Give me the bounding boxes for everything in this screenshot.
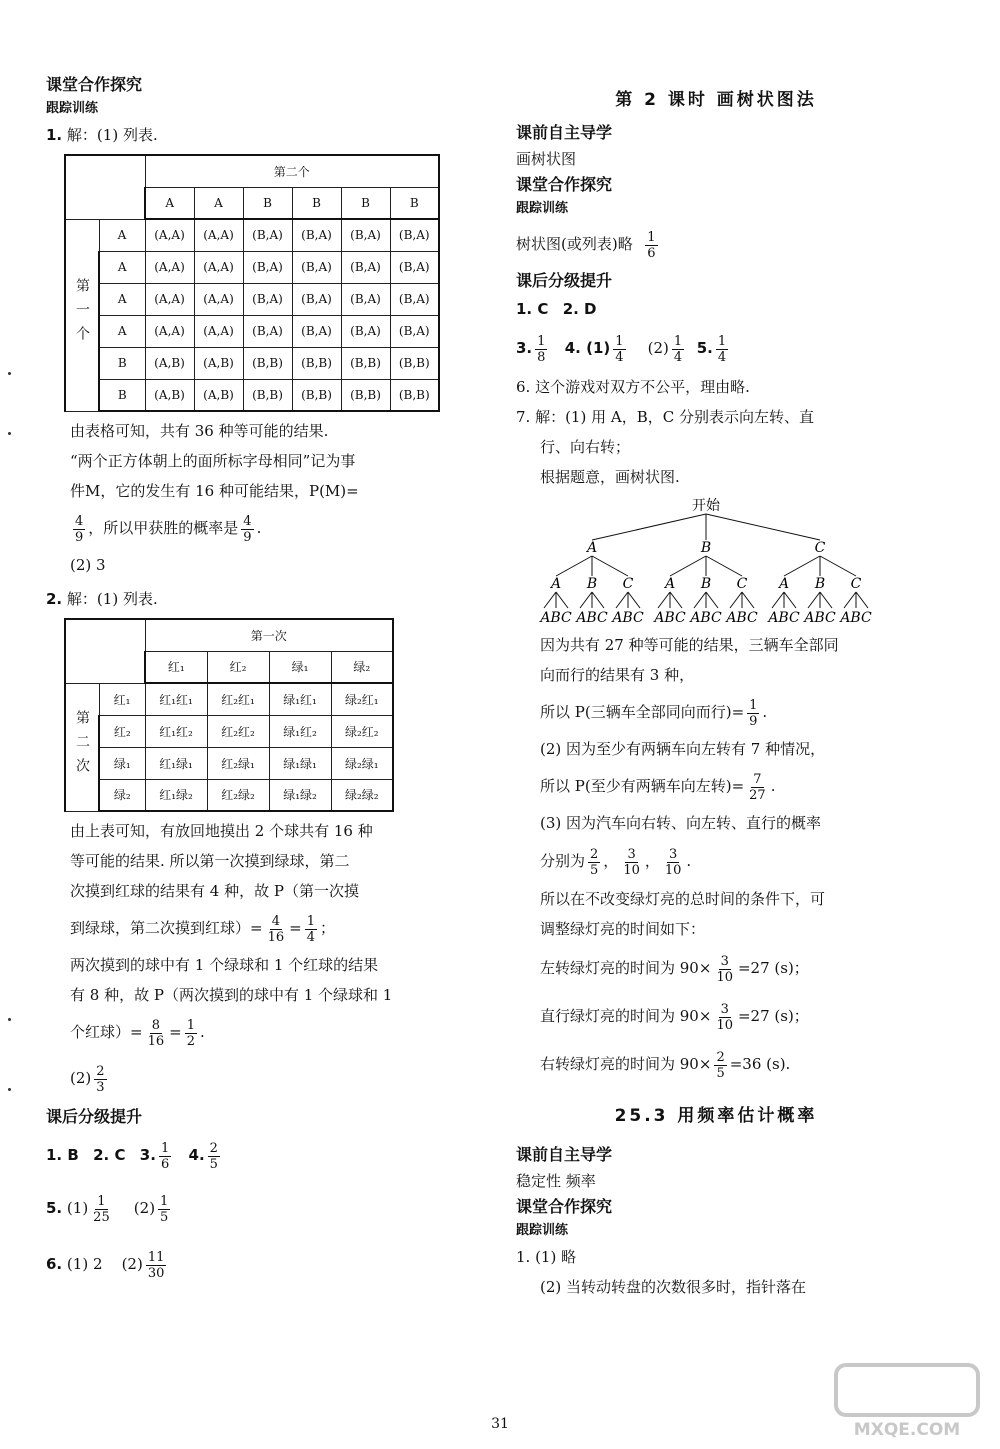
section-heading: 课堂合作探究	[516, 1197, 613, 1216]
table1-cell: (A,A)	[194, 219, 243, 251]
tree-branch	[856, 592, 868, 608]
tree-branch	[592, 556, 628, 576]
table1-cell: (A,B)	[145, 347, 194, 379]
tree-leaf: ABC	[726, 610, 758, 626]
subsection-heading: 跟踪训练	[516, 1223, 569, 1238]
table2-cell: 绿₂红₁	[331, 683, 393, 715]
table-row	[65, 683, 393, 715]
table1-cell: (B,A)	[341, 219, 390, 251]
q2-line-1: 由上表可知，有放回地摸出 2 个球共有 16 种	[70, 822, 373, 840]
answer-7-line-15: 右转绿灯亮的时间为 90× $\frac{2}{5}$ =36 (s).	[540, 1049, 791, 1081]
answers-1-4: 1. B 2. C 3. $\frac{1}{6}$ 4. $\frac{2}{5}$	[46, 1140, 218, 1172]
tree-branch	[784, 592, 796, 608]
tree-node: A	[664, 576, 676, 592]
outcome-table-2	[64, 618, 394, 812]
table1-cell: (B,B)	[292, 379, 341, 411]
q1-line-4: $\frac{4}{9}$ ，所以甲获胜的概率是 $\frac{4}{9}$ .	[75, 513, 262, 545]
tree-node: C	[850, 576, 862, 592]
table1-cell: (A,B)	[194, 347, 243, 379]
tree-branch	[808, 592, 820, 608]
answer-7-line-4: 因为共有 27 种等可能的结果，三辆车全部同	[540, 636, 839, 654]
table1-col-label: B	[292, 187, 341, 219]
lesson-title: 第 2 课时 画树状图法	[615, 90, 817, 110]
scan-mark	[8, 1018, 11, 1021]
tree-node: B	[700, 576, 712, 592]
tree-node: C	[736, 576, 748, 592]
fraction: $\frac{2}{5}$	[209, 1140, 218, 1172]
tree-branch	[556, 592, 568, 608]
answer-7: 7. 解：(1) 用 A，B，C 分别表示向左转、直	[516, 408, 814, 426]
table1-cell: (B,A)	[243, 251, 292, 283]
answer-7-line-9: (3) 因为汽车向右转、向左转、直行的概率	[540, 814, 822, 832]
tree-branch	[784, 556, 820, 576]
table1-cell: (B,A)	[390, 315, 439, 347]
q2-number: 2.	[46, 590, 63, 608]
table2-cell: 红₁红₂	[145, 715, 207, 747]
table-row	[65, 315, 439, 347]
tree-branch	[592, 514, 706, 540]
tree-leaf: ABC	[840, 610, 872, 626]
q2-intro-text: 解：(1) 列表.	[66, 590, 158, 608]
table1-cell: (A,A)	[194, 315, 243, 347]
tree-branch	[820, 592, 832, 608]
tree-branch	[742, 592, 754, 608]
table2-col-label: 绿₂	[331, 651, 393, 683]
section-heading: 课堂合作探究	[516, 175, 613, 194]
fraction: $\frac{1}{6}$	[647, 229, 656, 261]
section-heading: 课堂合作探究	[46, 75, 143, 94]
fraction: $\frac{1}{6}$	[160, 1140, 170, 1172]
table1-row-label: B	[99, 379, 145, 411]
table1-cell: (B,B)	[341, 379, 390, 411]
right-column	[516, 86, 916, 1302]
fraction: $\frac{1}{25}$	[93, 1193, 110, 1225]
q2-line-2: 等可能的结果. 所以第一次摸到绿球，第二	[70, 852, 350, 870]
q1-number: 1.	[46, 126, 63, 144]
q1-line-1: 由表格可知，共有 36 种等可能的结果.	[70, 422, 329, 440]
table2-cell: 绿₂红₂	[331, 715, 393, 747]
tree-node: B	[586, 576, 598, 592]
table1-corner	[65, 155, 145, 219]
table2-cell: 绿₂绿₁	[331, 747, 393, 779]
tree-leaf: ABC	[540, 610, 572, 626]
table1-cell: (B,A)	[390, 251, 439, 283]
table1-cell: (B,A)	[341, 315, 390, 347]
table1-cell: (B,A)	[292, 315, 341, 347]
answer-line: 稳定性 频率	[516, 1172, 596, 1190]
table1-row-header	[65, 219, 99, 411]
table1-cell: (A,A)	[145, 283, 194, 315]
table1-col-label: B	[390, 187, 439, 219]
table1-row-label: A	[99, 219, 145, 251]
table2-col-label: 绿₁	[269, 651, 331, 683]
answers-1-2: 1. C 2. D	[516, 300, 597, 318]
tree-branch	[580, 592, 592, 608]
q2-line-6: 有 8 种，故 P（两次摸到的球中有 1 个绿球和 1	[70, 986, 393, 1004]
tree-branch	[706, 556, 742, 576]
table-row	[65, 283, 439, 315]
table2-col-label: 红₁	[145, 651, 207, 683]
tree-node: A	[778, 576, 790, 592]
answer-7-line-12: 调整绿灯亮的时间如下：	[540, 920, 706, 938]
page-number: 31	[491, 1416, 509, 1432]
tree-node: C	[622, 576, 634, 592]
table1-row-label: A	[99, 251, 145, 283]
outcome-table-1	[64, 154, 440, 412]
answer-7-line-7: (2) 因为至少有两辆车向左转有 7 种情况，	[540, 740, 826, 758]
tree-branch	[658, 592, 670, 608]
table2-row-label: 绿₂	[99, 779, 145, 811]
table2-cell: 绿₁红₂	[269, 715, 331, 747]
table1-cell: (B,A)	[341, 283, 390, 315]
answer-7-line-14: 直行绿灯亮的时间为 90× $\frac{3}{10}$ =27 (s)；	[540, 1001, 809, 1033]
fraction: $\frac{3}{10}$	[716, 1001, 733, 1033]
table-row	[65, 715, 393, 747]
fraction: $\frac{11}{30}$	[147, 1249, 165, 1281]
tree-leaf: ABC	[576, 610, 608, 626]
answer-line: 树状图(或列表)略 $\frac{1}{6}$	[516, 229, 656, 261]
watermark-logo	[832, 1359, 982, 1441]
table1-cell: (B,B)	[390, 347, 439, 379]
tree-node: C	[814, 540, 826, 556]
scan-mark	[8, 372, 11, 375]
q2-intro	[46, 584, 446, 614]
section-heading: 课前自主导学	[516, 1145, 613, 1164]
q2-line-3: 次摸到红球的结果有 4 种，故 P（第一次摸	[70, 882, 359, 900]
answer-7-line-5: 向而行的结果有 3 种，	[540, 666, 695, 684]
tree-branch	[844, 592, 856, 608]
table-row	[65, 747, 393, 779]
answer-7-line-6: 所以 P(三辆车全部同向而行)= $\frac{1}{9}$ .	[540, 697, 768, 729]
table1-col-label: A	[194, 187, 243, 219]
fraction: $\frac{1}{8}$	[537, 333, 546, 365]
tree-branch	[694, 592, 706, 608]
table2-row-label: 红₁	[99, 683, 145, 715]
table1-cell: (B,B)	[292, 347, 341, 379]
fraction: $\frac{7}{27}$	[749, 771, 766, 803]
q2-part-2: (2) $\frac{2}{3}$	[70, 1063, 105, 1095]
tree-branch	[670, 556, 706, 576]
watermark-frame	[836, 1365, 978, 1415]
fraction: $\frac{1}{5}$	[160, 1193, 169, 1225]
table2-cell: 红₁红₁	[145, 683, 207, 715]
fraction: $\frac{1}{2}$	[186, 1017, 195, 1049]
tree-leaf: ABC	[612, 610, 644, 626]
answer-b1-line-2: (2) 当转动转盘的次数很多时，指针落在	[540, 1278, 807, 1296]
tree-branch	[730, 592, 742, 608]
table2-cell: 绿₂绿₂	[331, 779, 393, 811]
table1-cell: (B,A)	[292, 251, 341, 283]
section-heading-2: 课后分级提升	[46, 1107, 143, 1126]
table2-col-header: 第一次	[145, 619, 393, 651]
answer-5: 5. (1) $\frac{1}{25}$ (2) $\frac{1}{5}$	[46, 1193, 169, 1225]
answer-6: 6. 这个游戏对双方不公平，理由略.	[516, 378, 750, 396]
tree-branch	[670, 592, 682, 608]
table-row	[65, 251, 439, 283]
table2-cell: 红₂绿₁	[207, 747, 269, 779]
q1-intro	[46, 120, 446, 150]
table2-cell: 红₂红₂	[207, 715, 269, 747]
section-heading: 课后分级提升	[516, 271, 613, 290]
tree-node: B	[700, 540, 712, 556]
tree-node: B	[814, 576, 826, 592]
table1-cell: (A,A)	[145, 251, 194, 283]
table1-col-label: A	[145, 187, 194, 219]
fraction: $\frac{1}{4}$	[615, 333, 624, 365]
table1-cell: (A,A)	[145, 219, 194, 251]
table1-cell: (B,A)	[292, 283, 341, 315]
subsection-heading: 跟踪训练	[516, 201, 569, 216]
q1-line-3: 件M，它的发生有 16 种可能结果，P(M)=	[70, 482, 359, 500]
table2-col-label: 红₂	[207, 651, 269, 683]
answer-7-line-11: 所以在不改变绿灯亮的总时间的条件下，可	[540, 890, 826, 908]
table1-row-label: B	[99, 347, 145, 379]
table-row	[65, 779, 393, 811]
scan-mark	[8, 1088, 11, 1091]
answer-7-line-13: 左转绿灯亮的时间为 90× $\frac{3}{10}$ =27 (s)；	[540, 953, 809, 985]
table1-cell: (B,B)	[243, 379, 292, 411]
fraction: $\frac{3}{10}$	[623, 846, 640, 878]
table2-cell: 绿₁绿₂	[269, 779, 331, 811]
fraction: $\frac{4}{9}$	[75, 513, 84, 545]
table2-row-header	[65, 683, 99, 811]
tree-node: A	[586, 540, 598, 556]
fraction: $\frac{8}{16}$	[147, 1017, 165, 1049]
table1-cell: (B,A)	[243, 283, 292, 315]
table-row	[65, 379, 439, 411]
table2-row-header-text: 第二次	[74, 709, 90, 782]
fraction: $\frac{2}{5}$	[716, 1049, 725, 1081]
table2-cell: 红₂绿₂	[207, 779, 269, 811]
table2-corner	[65, 619, 145, 683]
q2-line-5: 两次摸到的球中有 1 个绿球和 1 个红球的结果	[70, 956, 379, 974]
table1-cell: (A,A)	[194, 283, 243, 315]
table1-col-label: B	[243, 187, 292, 219]
q1-line-2: “两个正方体朝上的面所标字母相同”记为事	[70, 452, 356, 470]
section-heading: 课前自主导学	[516, 123, 613, 142]
tree-branch	[544, 592, 556, 608]
table1-row-label: A	[99, 283, 145, 315]
table2-cell: 红₁绿₁	[145, 747, 207, 779]
table1-col-header: 第二个	[145, 155, 439, 187]
table1-col-label: B	[341, 187, 390, 219]
table2-row-label: 绿₁	[99, 747, 145, 779]
table1-cell: (B,B)	[390, 379, 439, 411]
tree-branch	[706, 592, 718, 608]
table1-cell: (B,A)	[243, 219, 292, 251]
tree-diagram	[536, 496, 876, 626]
fraction: $\frac{2}{5}$	[590, 846, 599, 878]
answer-6: 6. (1) 2 (2) $\frac{11}{30}$	[46, 1249, 165, 1281]
fraction: $\frac{4}{16}$	[267, 913, 285, 945]
watermark-text: MXQE.COM	[853, 1420, 961, 1440]
tree-node: A	[550, 576, 562, 592]
fraction: $\frac{2}{3}$	[96, 1063, 105, 1095]
subsection-heading: 跟踪训练	[46, 101, 99, 116]
tree-root: 开始	[692, 498, 720, 514]
fraction: $\frac{1}{4}$	[673, 333, 683, 365]
fraction: $\frac{4}{9}$	[243, 513, 252, 545]
table2-row-label: 红₂	[99, 715, 145, 747]
answer-7-line-10: 分别为 $\frac{2}{5}$ ， $\frac{3}{10}$ ， $\frac{3}{10}$ .	[540, 846, 692, 878]
tree-branch	[820, 556, 856, 576]
q2-line-7: 个红球）= $\frac{8}{16}$ = $\frac{1}{2}$ .	[70, 1017, 205, 1049]
answer-7-line-2: 行、向右转；	[540, 438, 631, 456]
tree-leaf: ABC	[804, 610, 836, 626]
q1-part-2: (2) 3	[70, 556, 106, 574]
table1-cell: (B,A)	[243, 315, 292, 347]
table1-cell: (B,A)	[292, 219, 341, 251]
table1-cell: (B,A)	[390, 283, 439, 315]
fraction: $\frac{1}{4}$	[306, 913, 315, 945]
table2-cell: 绿₁红₁	[269, 683, 331, 715]
fraction: $\frac{1}{4}$	[717, 333, 727, 365]
table1-cell: (A,A)	[194, 251, 243, 283]
q2-line-4: 到绿球，第二次摸到红球）= $\frac{4}{16}$ = $\frac{1}{4}$ ；	[70, 913, 335, 945]
left-column	[46, 72, 446, 1292]
tree-branch	[772, 592, 784, 608]
tree-branch	[616, 592, 628, 608]
table1-cell: (B,B)	[243, 347, 292, 379]
section-title: 25.3 用频率估计概率	[614, 1106, 818, 1126]
tree-branch	[628, 592, 640, 608]
answer-7-line-8: 所以 P(至少有两辆车向左转)= $\frac{7}{27}$ .	[540, 771, 776, 803]
table1-cell: (B,A)	[390, 219, 439, 251]
table2-cell: 红₁绿₂	[145, 779, 207, 811]
tree-branch	[556, 556, 592, 576]
fraction: $\frac{3}{10}$	[664, 846, 682, 878]
table2-cell: 绿₁绿₁	[269, 747, 331, 779]
table1-cell: (A,B)	[194, 379, 243, 411]
table1-row-header-text: 第一个	[74, 277, 90, 350]
scan-mark	[8, 432, 11, 435]
tree-leaf: ABC	[654, 610, 686, 626]
table1-cell: (B,B)	[341, 347, 390, 379]
tree-leaf: ABC	[690, 610, 722, 626]
fraction: $\frac{3}{10}$	[716, 953, 733, 985]
table1-cell: (A,A)	[145, 315, 194, 347]
answer-b1: 1. (1) 略	[516, 1248, 577, 1266]
table1-cell: (A,B)	[145, 379, 194, 411]
answer-7-line-3: 根据题意，画树状图.	[540, 468, 680, 486]
tree-leaf: ABC	[768, 610, 800, 626]
table-row	[65, 219, 439, 251]
tree-branch	[706, 514, 820, 540]
q1-intro-text: 解：(1) 列表.	[66, 126, 158, 144]
table1-cell: (B,A)	[341, 251, 390, 283]
answers-3-5: 3. $\frac{1}{8}$ 4. (1) $\frac{1}{4}$ (2) $\frac{1}{4}$ 5. $\frac{1}{4}$	[516, 333, 727, 365]
table2-cell: 红₂红₁	[207, 683, 269, 715]
answer-line: 画树状图	[516, 150, 577, 168]
table-row	[65, 347, 439, 379]
table1-row-label: A	[99, 315, 145, 347]
tree-branch	[592, 592, 604, 608]
fraction: $\frac{1}{9}$	[749, 697, 758, 729]
